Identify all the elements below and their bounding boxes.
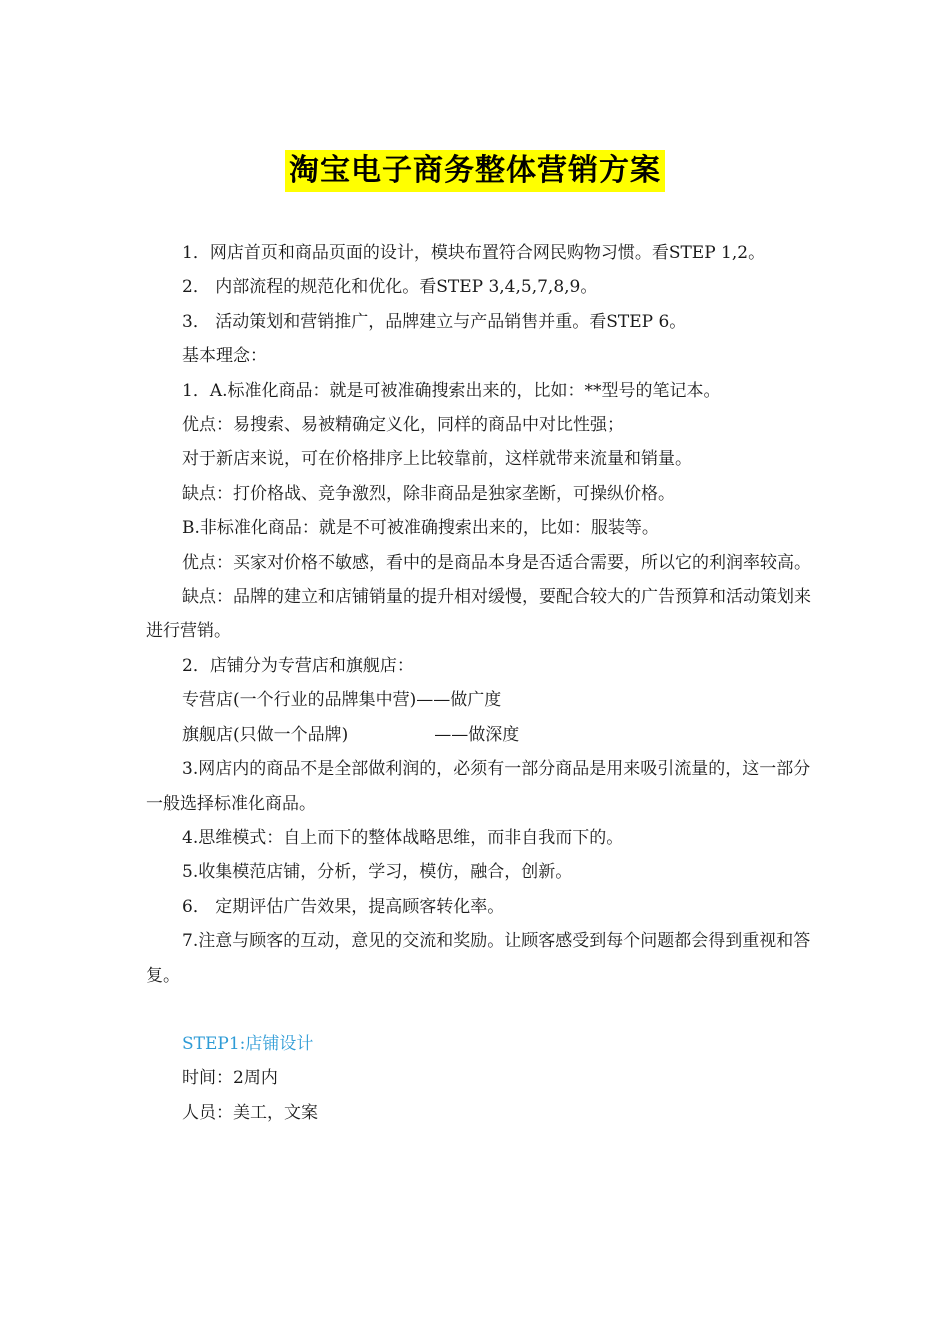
flagship-store-label: 旗舰店(只做一个品牌) (182, 724, 349, 745)
step1-heading: STEP1:店铺设计 (182, 1033, 314, 1054)
specialty-store-line: 专营店(一个行业的品牌集中营)——做广度 (182, 690, 502, 711)
flagship-store-line (146, 718, 811, 752)
document-body (146, 236, 811, 1130)
point-customer-interaction: 7.注意与顾客的互动，意见的交流和奖励。让顾客感受到每个问题都会得到重视和答复。 (146, 931, 811, 986)
basic-concept-heading: 基本理念： (182, 346, 267, 367)
title-area (0, 150, 950, 192)
nonstandard-disadvantage: 缺点：品牌的建立和店铺销量的提升相对缓慢，要配合较大的广告预算和活动策划来进行营销。 (146, 587, 811, 642)
concept-nonstandard-goods: B.非标准化商品：就是不可被准确搜索出来的，比如：服装等。 (182, 518, 659, 539)
step1-staff: 人员：美工，文案 (182, 1102, 318, 1123)
nonstandard-advantage: 优点：买家对价格不敏感，看中的是商品本身是否适合需要，所以它的利润率较高。 (182, 552, 811, 573)
step1-time: 时间：2周内 (182, 1068, 278, 1089)
point-3: 3． 活动策划和营销推广，品牌建立与产品销售并重。看STEP 6。 (182, 311, 687, 332)
store-types-heading: 2．店铺分为专营店和旗舰店： (182, 655, 414, 676)
standard-disadvantage: 缺点：打价格战、竞争激烈，除非商品是独家垄断，可操纵价格。 (182, 483, 675, 504)
document-title: 淘宝电子商务整体营销方案 (285, 150, 665, 192)
concept-standard-goods: 1．A.标准化商品：就是可被准确搜索出来的，比如：**型号的笔记本。 (182, 380, 721, 401)
point-1: 1．网店首页和商品页面的设计，模块布置符合网民购物习惯。看STEP 1,2。 (182, 243, 766, 263)
point-traffic-goods: 3.网店内的商品不是全部做利润的，必须有一部分商品是用来吸引流量的，这一部分一般选择标准化商品。 (146, 759, 811, 814)
point-model-stores: 5.收集模范店铺，分析，学习，模仿，融合，创新。 (182, 862, 573, 883)
point-ad-evaluation: 6． 定期评估广告效果，提高顾客转化率。 (182, 896, 505, 917)
standard-advantage: 优点：易搜索、易被精确定义化，同样的商品中对比性强； (182, 415, 624, 436)
point-thinking-mode: 4.思维模式：自上而下的整体战略思维，而非自我而下的。 (182, 827, 624, 848)
standard-advantage-new-store: 对于新店来说，可在价格排序上比较靠前，这样就带来流量和销量。 (182, 449, 692, 470)
flagship-store-depth: ——做深度 (434, 724, 520, 745)
point-2: 2． 内部流程的规范化和优化。看STEP 3,4,5,7,8,9。 (182, 277, 598, 298)
section-spacer (146, 993, 811, 1027)
